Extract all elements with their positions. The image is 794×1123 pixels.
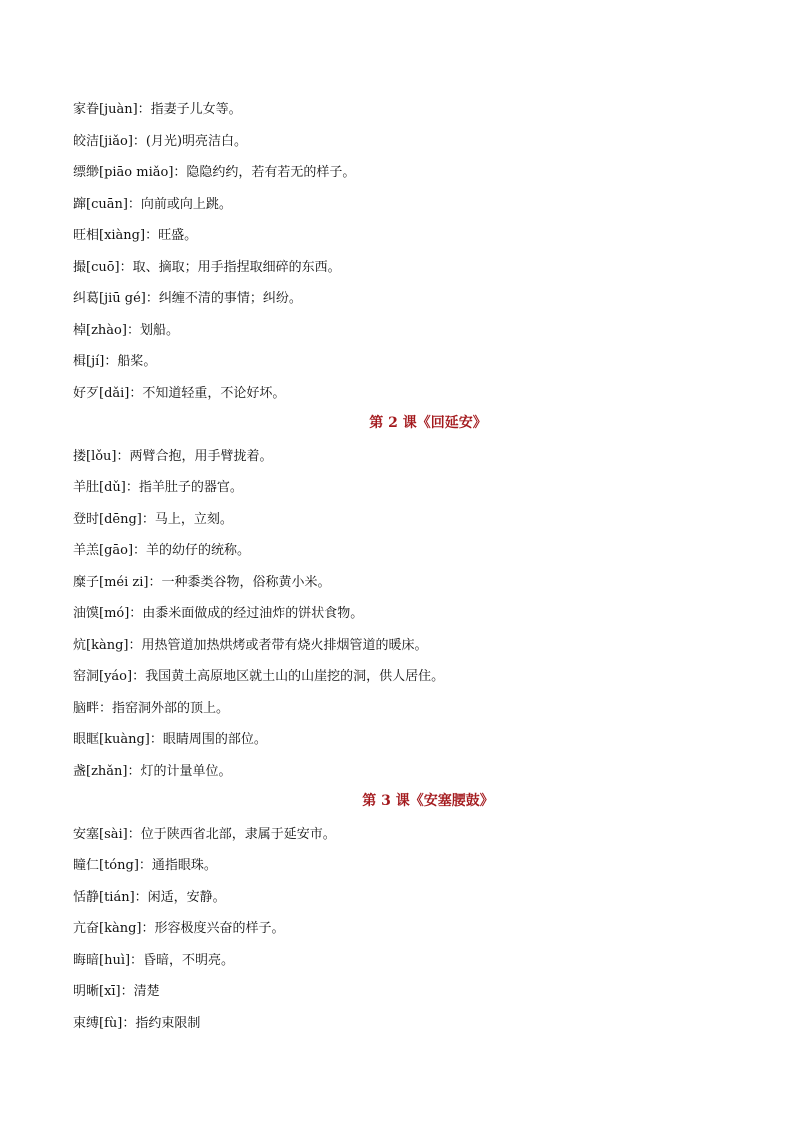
vocab-entry: 恬静[tián]：闲适，安静。: [73, 889, 226, 905]
vocab-entry: 晦暗[huì]：昏暗，不明亮。: [73, 952, 235, 968]
vocab-entry: 纠葛[jiū gé]：纠缠不清的事情；纠纷。: [73, 291, 302, 306]
vocab-entry: 瞳仁[tóng]：通指眼珠。: [73, 858, 217, 873]
vocab-entry: 撮[cuō]：取、摘取；用手指捏取细碎的东西。: [73, 259, 341, 275]
vocab-entry: 糜子[méi zi]：一种黍类谷物，俗称黄小米。: [73, 574, 331, 590]
lesson-2-heading: 第 2 课《回延安》: [369, 415, 487, 431]
vocab-entry: 缥缈[piāo miǎo]：隐隐约约，若有若无的样子。: [73, 165, 356, 180]
vocab-entry: 登时[dēng]：马上，立刻。: [73, 511, 233, 527]
vocab-entry: 皎洁[jiǎo]：(月光)明亮洁白。: [73, 133, 248, 149]
vocab-entry: 眼眶[kuàng]：眼睛周围的部位。: [73, 732, 267, 747]
vocab-entry: 亢奋[kàng]：形容极度兴奋的样子。: [73, 921, 285, 936]
vocab-entry: 明晰[xī]：清楚: [73, 984, 160, 999]
vocab-entry: 炕[kàng]：用热管道加热烘烤或者带有烧火排烟管道的暖床。: [73, 637, 428, 653]
lesson-3-heading: 第 3 课《安塞腰鼓》: [362, 793, 494, 809]
vocab-entry: 羊肚[dǔ]：指羊肚子的器官。: [73, 480, 243, 495]
vocab-entry: 好歹[dǎi]：不知道轻重，不论好坏。: [73, 385, 286, 401]
vocab-entry: 羊羔[gāo]：羊的幼仔的统称。: [73, 543, 251, 558]
vocab-entry: 油馍[mó]：由黍米面做成的经过油炸的饼状食物。: [73, 606, 364, 621]
vocab-entry: 蹿[cuān]：向前或向上跳。: [73, 196, 232, 212]
vocab-entry: 楫[jí]：船桨。: [73, 354, 157, 369]
vocab-entry: 窑洞[yáo]：我国黄土高原地区就土山的山崖挖的洞，供人居住。: [73, 669, 445, 684]
vocab-entry: 搂[lǒu]：两臂合抱，用手臂拢着。: [73, 448, 273, 464]
vocab-entry: 安塞[sài]：位于陕西省北部，隶属于延安市。: [73, 826, 336, 842]
vocab-entry: 脑畔：指窑洞外部的顶上。: [73, 700, 230, 716]
vocab-entry: 盏[zhǎn]：灯的计量单位。: [73, 763, 232, 779]
vocab-entry: 家眷[juàn]：指妻子儿女等。: [73, 102, 242, 117]
vocab-entry: 束缚[fù]：指约束限制: [73, 1015, 201, 1031]
vocabulary-list: [73, 98, 723, 1043]
vocab-entry: 棹[zhào]：划船。: [73, 322, 179, 338]
vocab-entry: 旺相[xiàng]：旺盛。: [73, 228, 198, 243]
